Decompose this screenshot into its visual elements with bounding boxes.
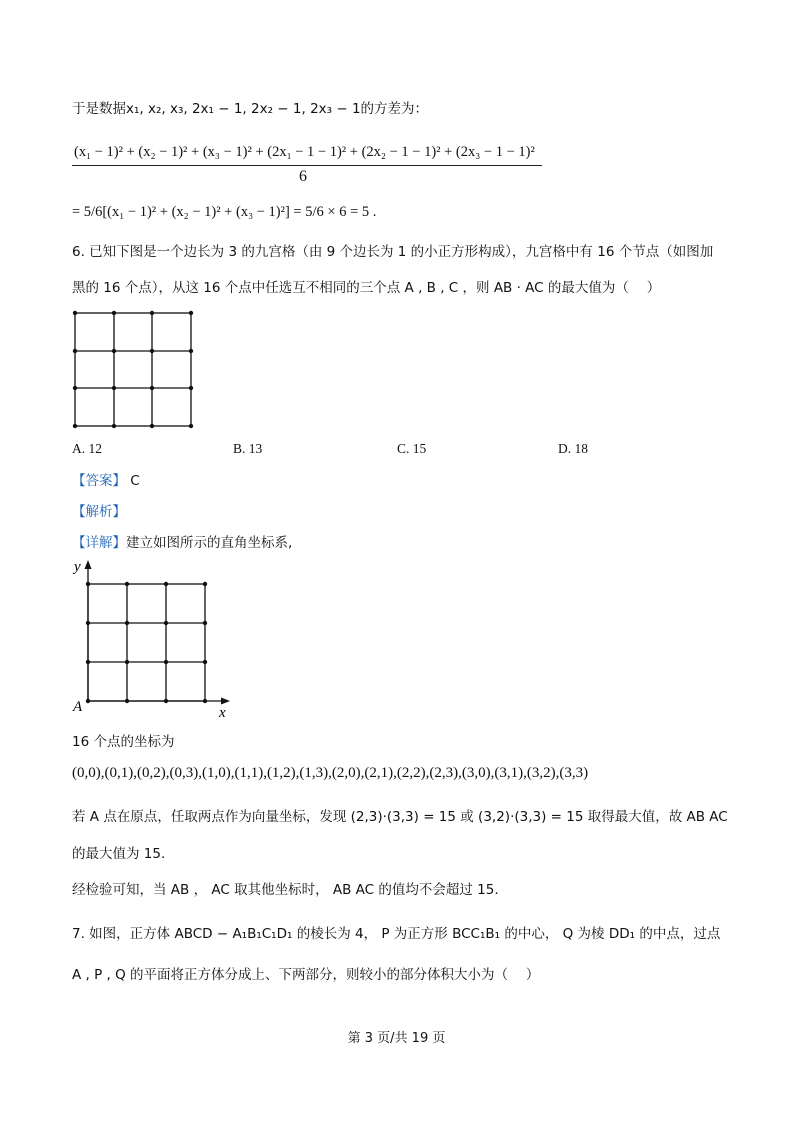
detail-row (72, 534, 292, 552)
nine-grid-figure (68, 307, 198, 431)
answer-value: C (130, 473, 140, 489)
grid-node (112, 311, 116, 315)
x-axis-label: x (219, 705, 226, 720)
grid-node (164, 582, 168, 586)
grid-node (150, 424, 154, 428)
fraction-bar (72, 165, 542, 166)
grid-node (189, 424, 193, 428)
coordinate-grid-figure (68, 558, 238, 720)
grid-node (112, 424, 116, 428)
answer-label: 【答案】 (72, 473, 126, 489)
q7-line1: 7. 如图，正方体 ABCD − A₁B₁C₁D₁ 的棱长为 4， P 为正方形 BCC₁B₁ 的中心， Q 为棱 DD₁ 的中点，过点 (72, 926, 721, 942)
grid-node (150, 386, 154, 390)
grid-outer-border (75, 313, 191, 426)
grid-node (189, 386, 193, 390)
grid-node (150, 349, 154, 353)
grid-node (86, 582, 90, 586)
grid-node (86, 621, 90, 625)
grid-node (203, 621, 207, 625)
q6-line2: 黑的 16 个点），从这 16 个点中任选互不相同的三个点 A , B , C ，则 AB · AC 的最大值为（ ） (72, 280, 661, 296)
grid-node (125, 621, 129, 625)
grid-node (203, 660, 207, 664)
grid-node (164, 699, 168, 703)
y-axis-arrow (85, 560, 92, 569)
option-d: D. 18 (558, 441, 588, 456)
coords-intro: 16 个点的坐标为 (72, 734, 175, 750)
variance-result: = 5/6[(x₁ − 1)² + (x₂ − 1)² + (x₃ − 1)²] = 5/6 × 6 = 5 . (72, 204, 377, 220)
grid-node (150, 311, 154, 315)
grid-node (125, 660, 129, 664)
grid-node (164, 621, 168, 625)
grid-node (203, 582, 207, 586)
answer-row (72, 472, 140, 490)
grid-node (203, 699, 207, 703)
grid-node (164, 660, 168, 664)
grid-node (125, 582, 129, 586)
variance-numerator: (x₁ − 1)² + (x₂ − 1)² + (x₃ − 1)² + (2x₁ − 1 − 1)² + (2x₂ − 1 − 1)² + (2x₃ − 1 − 1)² (74, 144, 535, 160)
coords-list: (0,0),(0,1),(0,2),(0,3),(1,0),(1,1),(1,2),(1,3),(2,0),(2,1),(2,2),(2,3),(3,0),(3,1),(3,2),(3,3) (72, 765, 589, 781)
grid-node (86, 660, 90, 664)
reasoning-line2: 的最大值为 15. (72, 846, 166, 862)
origin-label: A (73, 699, 83, 715)
grid-node (112, 386, 116, 390)
grid-node (189, 311, 193, 315)
option-b: B. 13 (233, 441, 263, 456)
grid-node (86, 699, 90, 703)
q7-line2: A , P , Q 的平面将正方体分成上、下两部分，则较小的部分体积大小为（ ） (72, 967, 540, 983)
y-axis-label: y (74, 559, 81, 575)
intro-line: 于是数据x₁, x₂, x₃, 2x₁ − 1, 2x₂ − 1, 2x₃ − 1的方差为： (72, 101, 429, 117)
reasoning-line3: 经检验可知，当 AB ， AC 取其他坐标时， AB AC 的值均不会超过 15. (72, 882, 499, 898)
grid-outer-border (88, 584, 205, 701)
option-a: A. 12 (72, 441, 102, 456)
detail-label: 【详解】 (72, 535, 126, 551)
grid-node (73, 349, 77, 353)
grid-node (73, 424, 77, 428)
page-footer: 第 3 页/共 19 页 (347, 1031, 446, 1046)
grid-node (112, 349, 116, 353)
variance-denominator: 6 (299, 168, 307, 185)
reasoning-line1: 若 A 点在原点，任取两点作为向量坐标，发现 (2,3)·(3,3) = 15 或 (3,2)·(3,3) = 15 取得最大值，故 AB AC (72, 809, 728, 825)
grid-node (189, 349, 193, 353)
grid-node (73, 386, 77, 390)
grid-node (125, 699, 129, 703)
x-axis-arrow (221, 698, 230, 705)
q6-line1: 6. 已知下图是一个边长为 3 的九宫格（由 9 个边长为 1 的小正方形构成），九宫格中有 16 个节点（如图加 (72, 244, 714, 260)
option-c: C. 15 (397, 441, 427, 456)
detail-text: 建立如图所示的直角坐标系, (126, 535, 293, 551)
analysis-label: 【解析】 (72, 504, 126, 520)
grid-node (73, 311, 77, 315)
